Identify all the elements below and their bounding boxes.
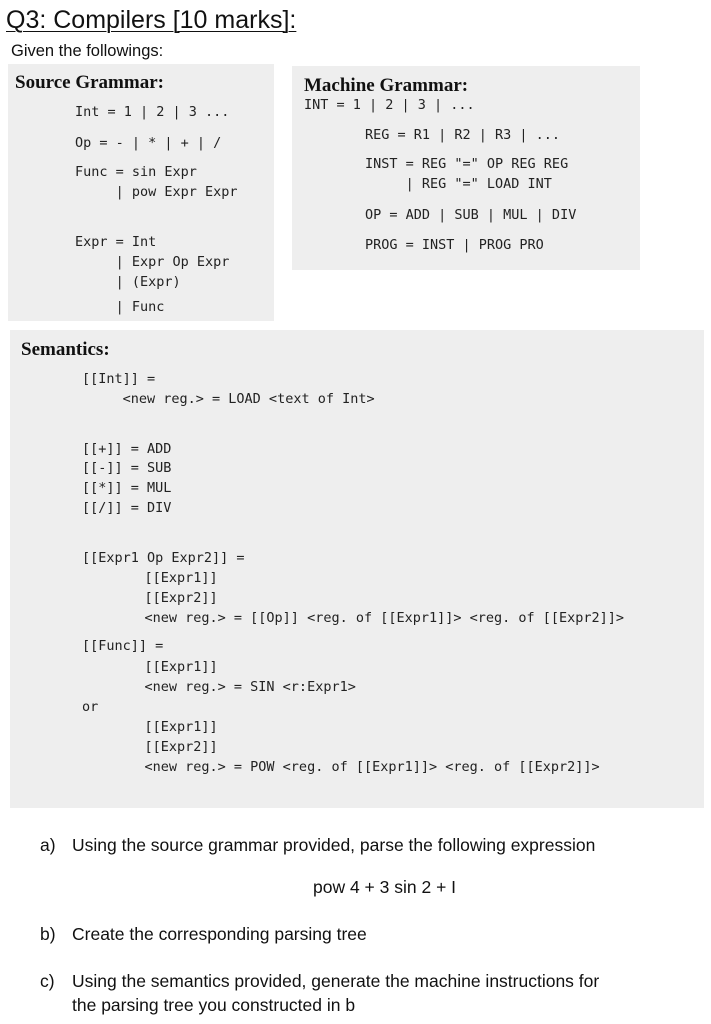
semantics-line: [[Expr1]] bbox=[112, 570, 218, 586]
machine-grammar-line: REG = R1 | R2 | R3 | ... bbox=[365, 127, 561, 143]
question-label: a) bbox=[40, 835, 56, 855]
given-text: Given the followings: bbox=[11, 42, 164, 60]
semantics-line: <new reg.> = [[Op]] <reg. of [[Expr1]]> <reg. of [[Expr2]]> bbox=[112, 610, 625, 626]
question-c-continued: the parsing tree you constructed in b bbox=[72, 995, 356, 1015]
question-text: Create the corresponding parsing tree bbox=[72, 924, 367, 944]
source-grammar-heading: Source Grammar: bbox=[15, 72, 164, 93]
semantics-line: [[Expr1]] bbox=[112, 659, 218, 675]
question-a bbox=[40, 835, 595, 856]
semantics-heading: Semantics: bbox=[21, 339, 110, 360]
semantics-line: [[/]] = DIV bbox=[82, 500, 172, 516]
source-grammar-line: | Func bbox=[75, 299, 165, 315]
question-c bbox=[40, 971, 599, 992]
semantics-line: [[Expr2]] bbox=[112, 590, 218, 606]
machine-grammar-line: INT = 1 | 2 | 3 | ... bbox=[304, 97, 475, 113]
semantics-line: [[Int]] = bbox=[82, 371, 156, 387]
semantics-line: [[Func]] = bbox=[82, 638, 164, 654]
semantics-box bbox=[10, 330, 704, 808]
question-b bbox=[40, 924, 367, 945]
question-text: Using the source grammar provided, parse the following expression bbox=[72, 835, 596, 855]
semantics-line: [[Expr1]] bbox=[112, 719, 218, 735]
question-title: Q3: Compilers [10 marks]: bbox=[6, 6, 297, 34]
source-grammar-line: Int = 1 | 2 | 3 ... bbox=[75, 104, 230, 120]
machine-grammar-box bbox=[292, 66, 640, 270]
semantics-line: <new reg.> = LOAD <text of Int> bbox=[82, 391, 375, 407]
question-label: c) bbox=[40, 971, 55, 991]
source-grammar-line: Expr = Int bbox=[75, 234, 157, 250]
semantics-line: or bbox=[82, 699, 99, 715]
semantics-line: <new reg.> = SIN <r:Expr1> bbox=[112, 679, 356, 695]
question-label: b) bbox=[40, 924, 56, 944]
semantics-line: [[Expr1 Op Expr2]] = bbox=[82, 550, 245, 566]
machine-grammar-line: INST = REG "=" OP REG REG bbox=[365, 156, 569, 172]
machine-grammar-line: PROG = INST | PROG PRO bbox=[365, 237, 544, 253]
source-grammar-line: | Expr Op Expr bbox=[75, 254, 230, 270]
semantics-line: [[Expr2]] bbox=[112, 739, 218, 755]
expression-to-parse: pow 4 + 3 sin 2 + I bbox=[313, 877, 457, 897]
source-grammar-line: | pow Expr Expr bbox=[75, 184, 238, 200]
source-grammar-box bbox=[8, 64, 274, 321]
machine-grammar-line: OP = ADD | SUB | MUL | DIV bbox=[365, 207, 577, 223]
semantics-line: <new reg.> = POW <reg. of [[Expr1]]> <reg. of [[Expr2]]> bbox=[112, 759, 600, 775]
question-text: Using the semantics provided, generate the machine instructions for bbox=[72, 971, 600, 991]
source-grammar-line: Func = sin Expr bbox=[75, 164, 197, 180]
semantics-line: [[+]] = ADD bbox=[82, 441, 172, 457]
source-grammar-line: | (Expr) bbox=[75, 274, 181, 290]
machine-grammar-heading: Machine Grammar: bbox=[304, 75, 469, 96]
source-grammar-line: Op = - | * | + | / bbox=[75, 135, 222, 151]
semantics-line: [[*]] = MUL bbox=[82, 480, 172, 496]
semantics-line: [[-]] = SUB bbox=[82, 460, 172, 476]
machine-grammar-line: | REG "=" LOAD INT bbox=[365, 176, 552, 192]
